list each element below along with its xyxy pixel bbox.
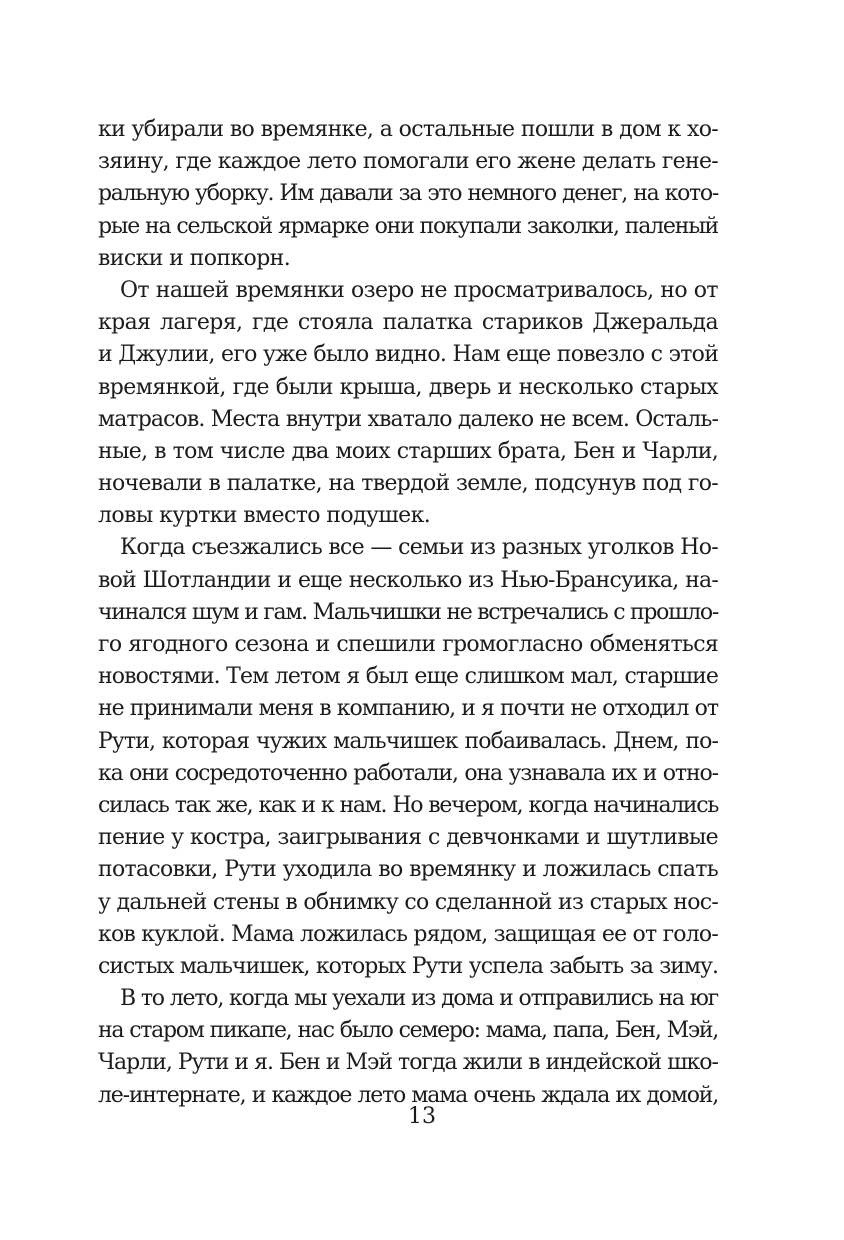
text-line: ральную уборку. Им давали за это немного денег, на кото- <box>98 181 718 207</box>
text-line: матрасов. Места внутри хватало далеко не всем. Осталь- <box>98 406 718 432</box>
text-line: Рути, которая чужих мальчишек побаивалась. Днем, по- <box>98 728 718 754</box>
page-number: 13 <box>408 1104 436 1129</box>
text-line: ка они сосредоточенно работали, она узнавала их и отно- <box>98 760 718 786</box>
text-line: времянкой, где были крыша, дверь и несколько старых <box>98 374 718 400</box>
text-line: зяину, где каждое лето помогали его жене делать гене- <box>98 149 718 175</box>
text-line: го ягодного сезона и спешили громогласно обменяться <box>98 632 718 657</box>
text-line: пение у костра, заигрывания с девчонками и шутливые <box>98 825 718 851</box>
text-line: Когда съезжались все — семьи из разных уголков Но- <box>120 535 718 561</box>
text-line: и Джулии, его уже было видно. Нам еще повезло с этой <box>98 342 719 368</box>
text-line: Чарли, Рути и я. Бен и Мэй тогда жили в индейской шко- <box>98 1050 718 1076</box>
text-line: края лагеря, где стояла палатка стариков Джеральда <box>98 310 718 336</box>
text-line: ки убирали во времянке, а остальные пошли в дом к хо- <box>98 117 718 142</box>
text-line: ночевали в палатке, на твердой земле, подсунув под го- <box>98 471 718 497</box>
text-line: рые на сельской ярмарке они покупали заколки, паленый <box>98 213 718 239</box>
text-line: потасовки, Рути уходила во времянку и ложилась спать <box>98 857 718 883</box>
text-line: От нашей времянки озеро не просматривалось, но от <box>120 277 718 303</box>
text-line: чинался шум и гам. Мальчишки не встречались с прошло- <box>98 599 718 625</box>
text-line: ле-интернате, и каждое лето мама очень ждала их домой, <box>98 1082 718 1108</box>
text-line: на старом пикапе, нас было семеро: мама, папа, Бен, Мэй, <box>98 1018 718 1044</box>
text-line: силась так же, как и к нам. Но вечером, когда начинались <box>98 792 718 818</box>
text-line: у дальней стены в обнимку со сделанной из старых нос- <box>98 889 719 915</box>
text-line: ков куклой. Мама ложилась рядом, защищая ее от голо- <box>98 921 718 947</box>
text-line: новостями. Тем летом я был еще слишком мал, старшие <box>98 664 718 690</box>
text-line: виски и попкорн. <box>98 245 291 271</box>
text-line: ловы куртки вместо подушек. <box>98 503 431 529</box>
body-text <box>98 114 718 1112</box>
text-line: В то лето, когда мы уехали из дома и отправились на юг <box>120 986 718 1012</box>
text-line: не принимали меня в компанию, и я почти не отходил от <box>98 696 718 722</box>
text-line: систых мальчишек, которых Рути успела забыть за зиму. <box>98 953 718 979</box>
text-line: вой Шотландии и еще несколько из Нью-Брансуика, на- <box>98 567 718 593</box>
text-line: ные, в том числе два моих старших брата, Бен и Чарли, <box>98 438 718 464</box>
